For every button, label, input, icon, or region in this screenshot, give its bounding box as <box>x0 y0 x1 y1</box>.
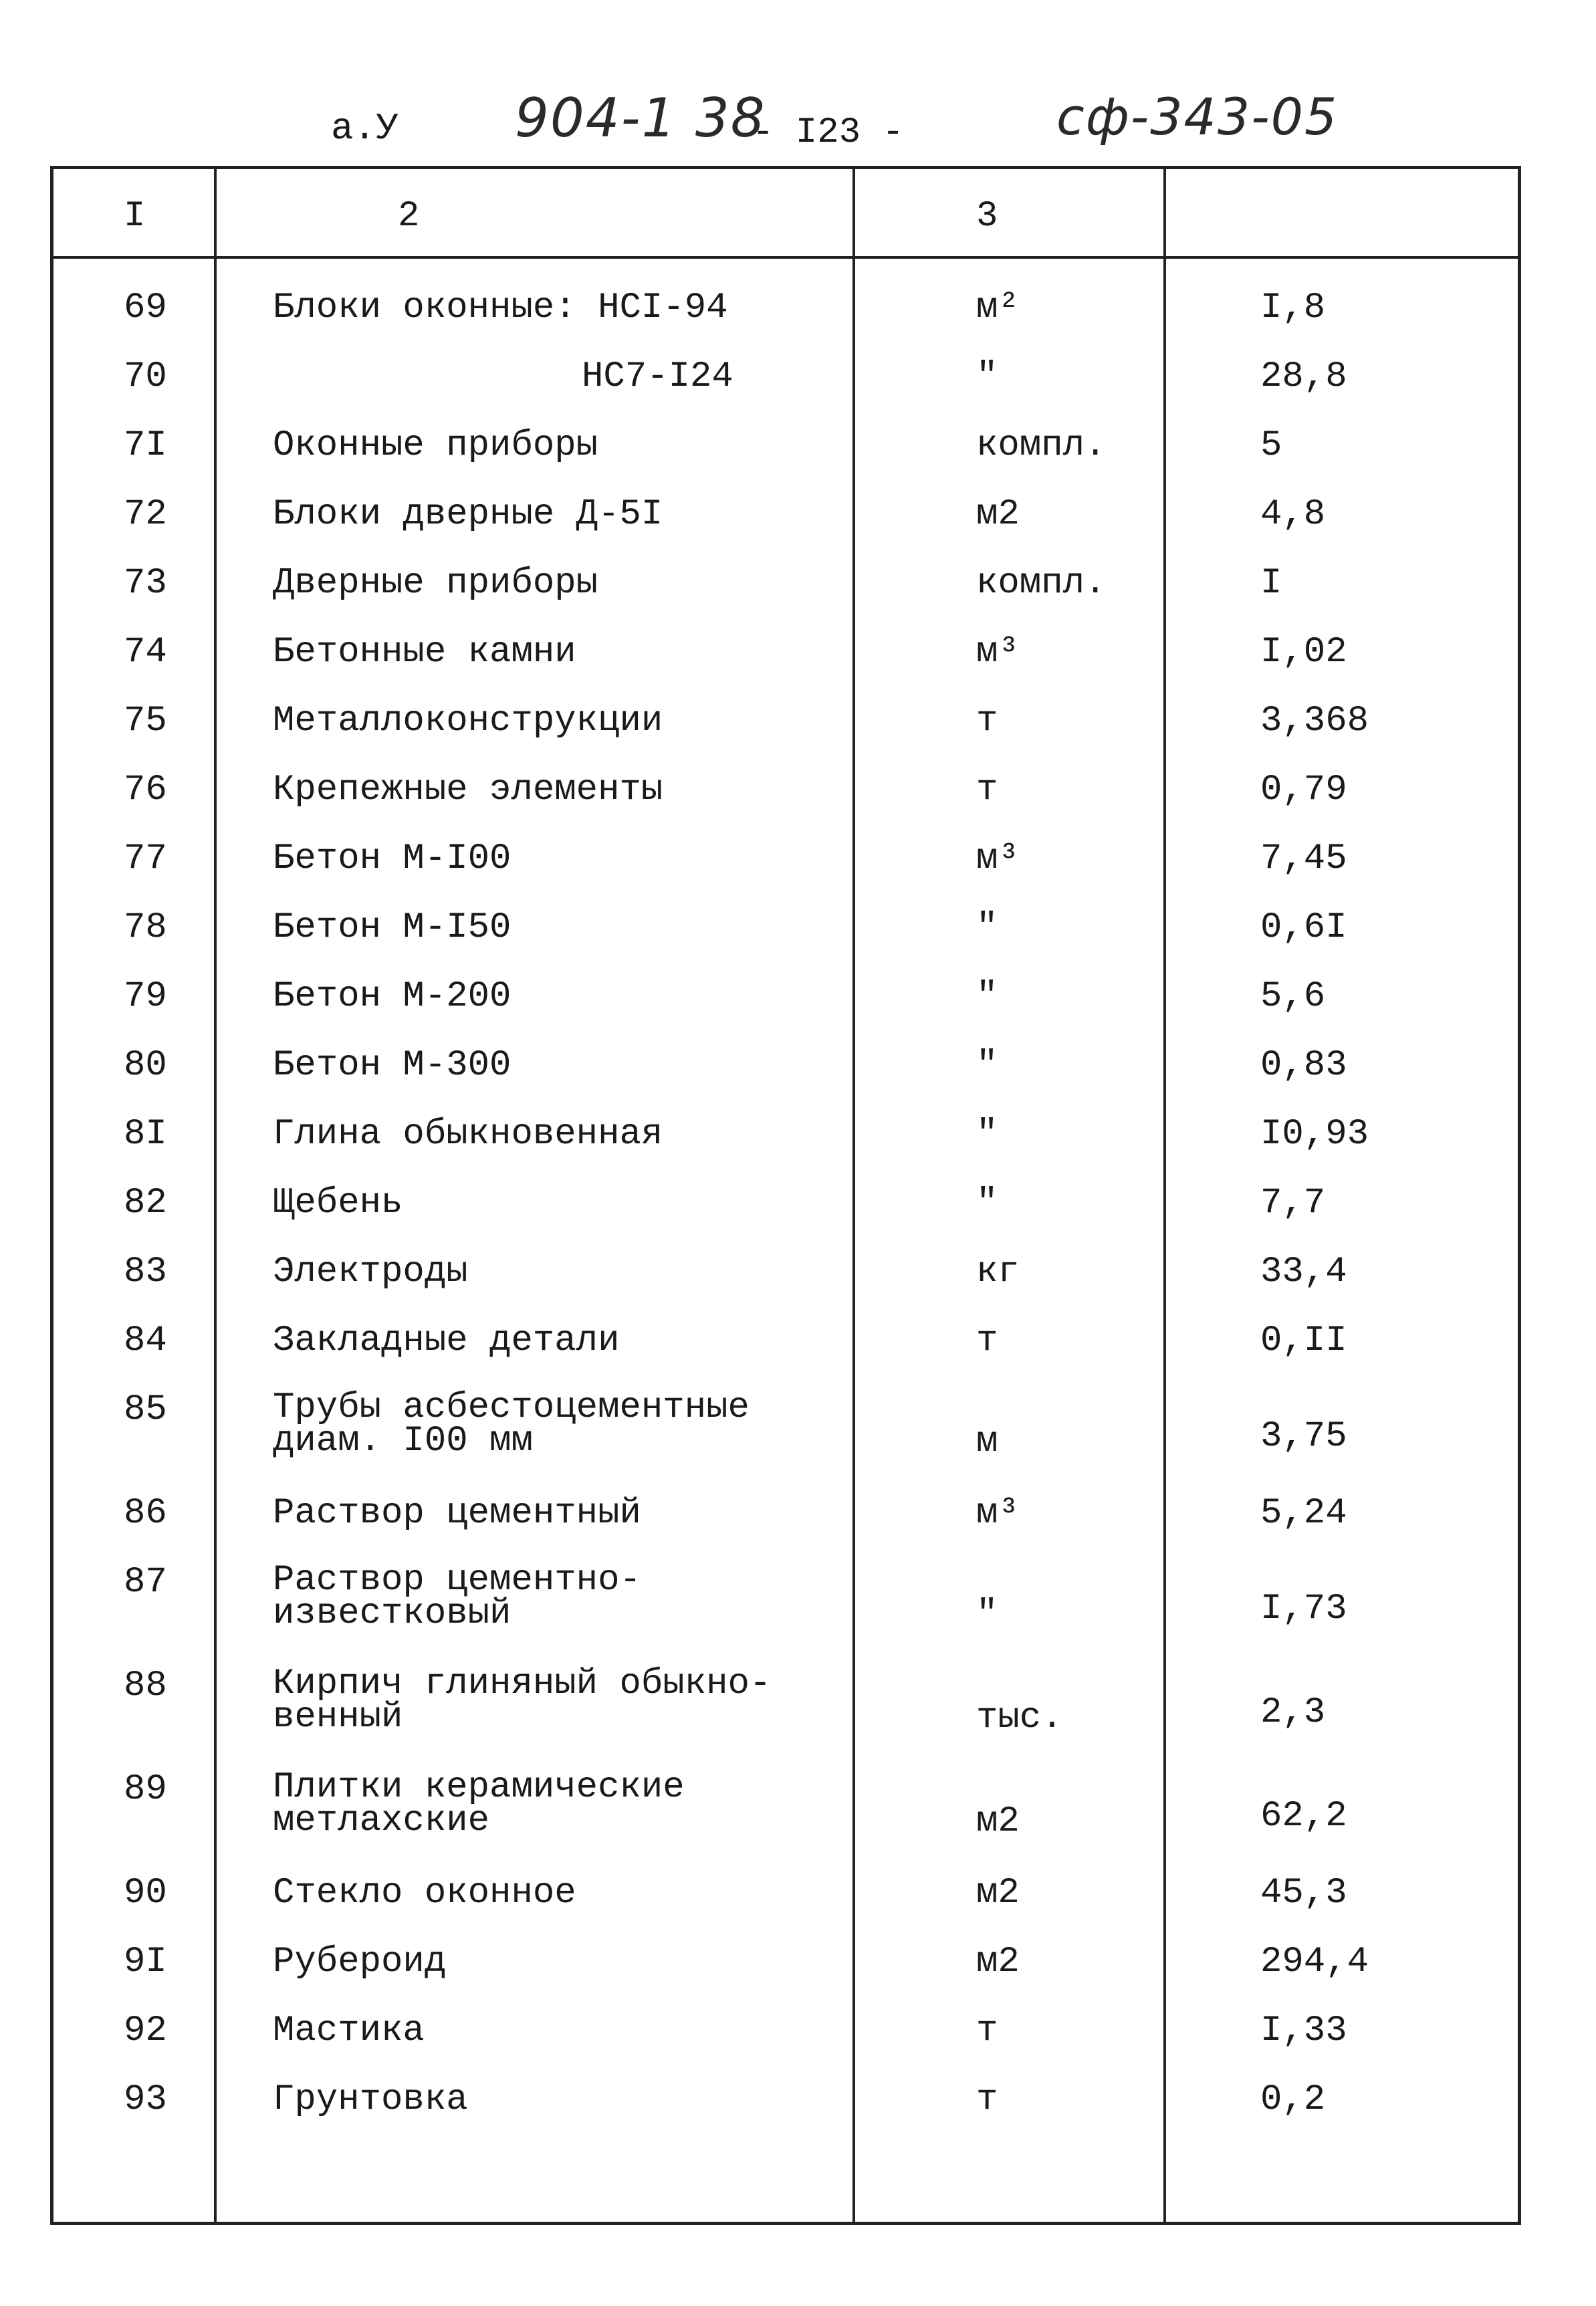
row-unit: " <box>976 907 998 948</box>
row-quantity: 0,79 <box>1260 770 1347 810</box>
materials-table <box>50 166 1521 2225</box>
row-material-name: Бетон М-300 <box>273 1045 511 1086</box>
row-quantity: 7,45 <box>1260 838 1347 879</box>
table-row <box>53 358 1518 427</box>
row-material-name: Закладные детали <box>273 1320 620 1361</box>
row-number: 82 <box>124 1183 167 1224</box>
column-header-3: 3 <box>976 196 998 237</box>
row-unit: " <box>976 1183 998 1224</box>
series-label: а.У <box>331 107 398 150</box>
row-number: 84 <box>124 1320 167 1361</box>
row-unit: м³ <box>976 838 1020 879</box>
row-number: 90 <box>124 1873 167 1914</box>
table-row <box>53 1047 1518 1116</box>
row-quantity: I,33 <box>1260 2010 1347 2051</box>
row-quantity: 0,6I <box>1260 907 1347 948</box>
row-quantity: 28,8 <box>1260 356 1347 397</box>
row-quantity: 45,3 <box>1260 1873 1347 1914</box>
row-material-name: Мастика <box>273 2010 425 2051</box>
row-unit: тыс. <box>976 1698 1063 1738</box>
table-row <box>53 1116 1518 1185</box>
row-number: 85 <box>124 1389 167 1430</box>
row-material-name: Бетон М-200 <box>273 976 511 1017</box>
row-number: 89 <box>124 1769 167 1810</box>
row-number: 92 <box>124 2010 167 2051</box>
row-unit: " <box>976 356 998 397</box>
row-material-name: Оконные приборы <box>273 425 598 466</box>
row-quantity: 5,6 <box>1260 976 1326 1017</box>
row-material-name: Электроды <box>273 1252 468 1292</box>
row-unit: " <box>976 1594 998 1635</box>
row-material-name: Кирпич глиняный обыкно- венный <box>273 1663 772 1738</box>
row-number: 8I <box>124 1114 167 1155</box>
row-quantity: 5 <box>1260 425 1282 466</box>
table-row <box>53 565 1518 634</box>
row-material-name: Блоки дверные Д-5I <box>273 494 663 535</box>
row-unit: м2 <box>976 494 1020 535</box>
row-quantity: I,73 <box>1260 1589 1347 1629</box>
page-number: - I23 - <box>752 112 904 153</box>
row-quantity: I <box>1260 563 1282 604</box>
row-quantity: 5,24 <box>1260 1493 1347 1534</box>
row-quantity: 0,83 <box>1260 1045 1347 1086</box>
row-material-name: Металлоконструкции <box>273 701 663 741</box>
table-row <box>53 772 1518 840</box>
row-quantity: 33,4 <box>1260 1252 1347 1292</box>
row-number: 93 <box>124 2079 167 2120</box>
row-unit: м² <box>976 287 1020 328</box>
row-unit: компл. <box>976 563 1107 604</box>
row-material-name: Рубероид <box>273 1942 447 1982</box>
table-row <box>53 634 1518 703</box>
row-unit: м2 <box>976 1873 1020 1914</box>
table-row <box>53 1495 1518 1564</box>
header-divider <box>53 256 1518 259</box>
row-quantity: 4,8 <box>1260 494 1326 535</box>
table-row <box>53 2012 1518 2081</box>
row-number: 75 <box>124 701 167 741</box>
row-number: 79 <box>124 976 167 1017</box>
row-quantity: I,8 <box>1260 287 1326 328</box>
row-material-name: Раствор цементно- известковый <box>273 1560 641 1634</box>
row-material-name: Глина обыкновенная <box>273 1114 663 1155</box>
table-row <box>53 978 1518 1047</box>
row-number: 83 <box>124 1252 167 1292</box>
row-number: 69 <box>124 287 167 328</box>
column-header-1: I <box>124 196 146 237</box>
table-row <box>53 1767 1518 1875</box>
row-material-name: Дверные приборы <box>273 563 598 604</box>
table-row <box>53 1387 1518 1495</box>
sheet-code: сф-343-05 <box>1056 87 1339 146</box>
table-row <box>53 287 1518 358</box>
row-material-name: НС7-I24 <box>582 356 733 397</box>
row-quantity: 2,3 <box>1260 1692 1326 1733</box>
row-quantity: 7,7 <box>1260 1183 1326 1224</box>
project-code: 904-1 38 <box>515 87 766 149</box>
row-number: 77 <box>124 838 167 879</box>
table-body <box>53 287 1518 2150</box>
row-unit: м2 <box>976 1801 1020 1842</box>
row-material-name: Блоки оконные: НСI-94 <box>273 287 728 328</box>
row-material-name: Щебень <box>273 1183 403 1224</box>
table-row <box>53 1663 1518 1771</box>
row-unit: м³ <box>976 632 1020 673</box>
row-unit: " <box>976 1045 998 1086</box>
row-material-name: Бетон М-I00 <box>273 838 511 879</box>
row-material-name: Крепежные элементы <box>273 770 663 810</box>
row-quantity: 0,2 <box>1260 2079 1326 2120</box>
row-material-name: Плитки керамические метлахские <box>273 1767 685 1841</box>
table-row <box>53 703 1518 772</box>
page-header <box>0 80 1596 167</box>
table-row <box>53 1185 1518 1254</box>
table-row <box>53 496 1518 565</box>
row-unit: " <box>976 976 998 1017</box>
row-quantity: 3,368 <box>1260 701 1369 741</box>
row-unit: компл. <box>976 425 1107 466</box>
row-number: 76 <box>124 770 167 810</box>
row-quantity: I,02 <box>1260 632 1347 673</box>
row-material-name: Бетон М-I50 <box>273 907 511 948</box>
row-quantity: 294,4 <box>1260 1942 1369 1982</box>
table-row <box>53 840 1518 909</box>
row-number: 88 <box>124 1665 167 1706</box>
row-material-name: Бетонные камни <box>273 632 576 673</box>
row-number: 74 <box>124 632 167 673</box>
row-unit: м2 <box>976 1942 1020 1982</box>
row-material-name: Раствор цементный <box>273 1493 641 1534</box>
row-material-name: Трубы асбестоцементные диам. I00 мм <box>273 1387 750 1462</box>
row-number: 70 <box>124 356 167 397</box>
row-number: 9I <box>124 1942 167 1982</box>
row-number: 87 <box>124 1562 167 1603</box>
row-quantity: 3,75 <box>1260 1416 1347 1457</box>
row-material-name: Стекло оконное <box>273 1873 576 1914</box>
table-row <box>53 2081 1518 2150</box>
table-row <box>53 909 1518 978</box>
table-row <box>53 427 1518 496</box>
row-unit: т <box>976 770 998 810</box>
row-number: 86 <box>124 1493 167 1534</box>
row-unit: м³ <box>976 1493 1020 1534</box>
row-number: 7I <box>124 425 167 466</box>
row-number: 78 <box>124 907 167 948</box>
row-unit: т <box>976 701 998 741</box>
table-row <box>53 1560 1518 1667</box>
row-quantity: I0,93 <box>1260 1114 1369 1155</box>
row-quantity: 62,2 <box>1260 1796 1347 1837</box>
row-quantity: 0,II <box>1260 1320 1347 1361</box>
column-header-2: 2 <box>398 196 420 237</box>
table-row <box>53 1875 1518 1944</box>
row-unit: т <box>976 2079 998 2120</box>
row-unit: т <box>976 2010 998 2051</box>
row-unit: м <box>976 1421 998 1462</box>
table-row <box>53 1944 1518 2012</box>
row-unit: кг <box>976 1252 1020 1292</box>
row-number: 73 <box>124 563 167 604</box>
table-row <box>53 1322 1518 1391</box>
table-row <box>53 1254 1518 1322</box>
row-material-name: Грунтовка <box>273 2079 468 2120</box>
row-unit: " <box>976 1114 998 1155</box>
row-number: 72 <box>124 494 167 535</box>
row-number: 80 <box>124 1045 167 1086</box>
row-unit: т <box>976 1320 998 1361</box>
